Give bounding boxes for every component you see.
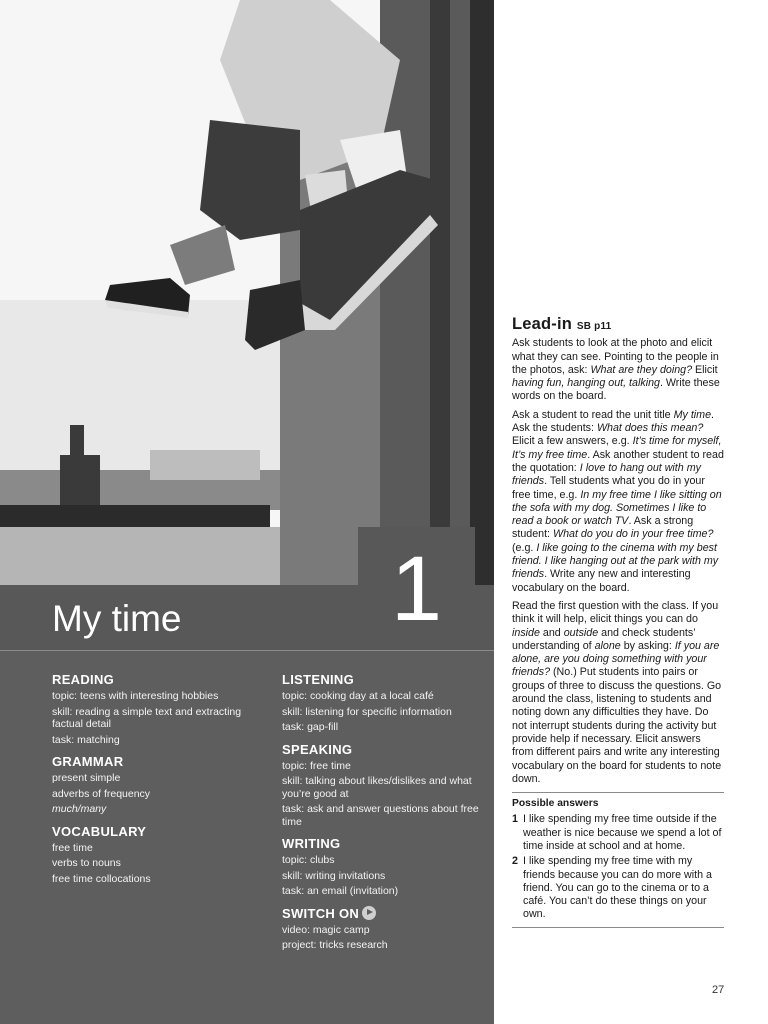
- lead-in-paragraph-3: Read the first question with the class. If you think it will help, elicit things you can do inside and outside and check students’ understanding of alone by asking: If you are alone, are you doing something with your friends? (No.) Put students into pairs or groups of three to discuss the questions. Go around the class, listening to students and noting down any difficulties they have. Do not interrupt students during the activity but provide help if necessary. Elicit answers from different pairs and write any interesting vocabulary on the board for students to note down.: [512, 599, 722, 785]
- section-line: task: an email (invitation): [282, 885, 399, 897]
- section-line: topic: cooking day at a local café: [282, 690, 434, 702]
- section-line: skill: writing invitations: [282, 869, 386, 882]
- switch-on-heading: SWITCH ON: [282, 905, 360, 921]
- title-band-divider: [0, 650, 494, 651]
- section-line: task: matching: [52, 733, 120, 746]
- answers-divider-top: [512, 792, 724, 793]
- possible-answers-heading: Possible answers: [512, 798, 599, 810]
- answer-number: 1: [512, 813, 518, 826]
- vocabulary-section: [52, 824, 270, 886]
- section-line: skill: listening for specific information: [282, 705, 452, 718]
- lead-in-paragraph-2: Ask a student to read the unit title My time. Ask the students: What does this mean? Elicit a few answers, e.g. It’s time for myself, It’s my free time. Ask another student to read the quotation: I love to hang out with my friends. Tell students what you do in your free time, e.g. In my free time I like sitting on the sofa with my dog. Sometimes I like to read a book or watch TV. Ask a strong student: What do you do in your free time? (e.g. I like going to the cinema with my best friend. I like hanging out at the park with my friends. Write any new and interesting vocabulary on the board.: [512, 408, 724, 594]
- student-book-ref: SB p11: [576, 321, 612, 332]
- section-line: free time: [52, 841, 93, 854]
- answer-item: [512, 813, 724, 853]
- section-heading: READING: [52, 672, 115, 687]
- contents-column-left: [52, 672, 270, 893]
- section-heading: SPEAKING: [282, 741, 353, 757]
- lead-in-heading: [512, 315, 724, 333]
- section-heading: VOCABULARY: [52, 823, 147, 839]
- section-line: verbs to nouns: [52, 857, 121, 869]
- answer-text: I like spending my free time outside if the weather is nice because we spend a lot of time inside at school and at home.: [523, 813, 722, 852]
- section-line: much/many: [52, 803, 107, 815]
- section-line: topic: clubs: [282, 854, 335, 866]
- writing-section: [282, 836, 482, 898]
- section-line: present simple: [52, 772, 121, 784]
- page-number: 27: [712, 984, 725, 996]
- section-heading: LISTENING: [282, 672, 355, 687]
- answer-number: 2: [512, 855, 518, 868]
- reading-section: [52, 672, 270, 746]
- section-heading: GRAMMAR: [52, 754, 124, 769]
- answer-text: I like spending my free time with my friends because you can do more with a friend. You can go to the cinema or to a café. You can’t do these things on your own.: [523, 855, 712, 921]
- section-line: adverbs of frequency: [52, 787, 151, 800]
- unit-number: 1: [390, 538, 443, 640]
- play-icon: [362, 906, 376, 920]
- switch-on-section: [282, 906, 482, 952]
- section-line: skill: talking about likes/dislikes and what you’re good at: [282, 775, 472, 800]
- lead-in-title: Lead-in: [512, 315, 573, 333]
- section-line: project: tricks research: [282, 939, 388, 951]
- answers-divider-bottom: [512, 927, 724, 928]
- unit-title: My time: [52, 598, 182, 639]
- section-line: video: magic camp: [282, 923, 370, 936]
- contents-column-right: [282, 672, 482, 960]
- section-line: topic: free time: [282, 759, 351, 772]
- section-heading: WRITING: [282, 836, 341, 851]
- cover-photo: [0, 0, 494, 590]
- section-line: free time collocations: [52, 872, 151, 885]
- teacher-notes: [512, 315, 724, 928]
- section-line: skill: reading a simple text and extracting factual detail: [52, 705, 242, 730]
- answer-item: [512, 855, 724, 921]
- grammar-section: [52, 754, 270, 816]
- section-line: task: ask and answer questions about free time: [282, 803, 479, 828]
- speaking-section: [282, 742, 482, 829]
- section-line: task: gap-fill: [282, 721, 339, 733]
- lead-in-paragraph-1: Ask students to look at the photo and elicit what they can see. Pointing to the people in the photos, ask: What are they doing? Elicit having fun, hanging out, talking. Write these words on the board.: [512, 337, 720, 403]
- section-line: topic: teens with interesting hobbies: [52, 690, 219, 702]
- section-heading: [282, 906, 482, 921]
- listening-section: [282, 672, 482, 734]
